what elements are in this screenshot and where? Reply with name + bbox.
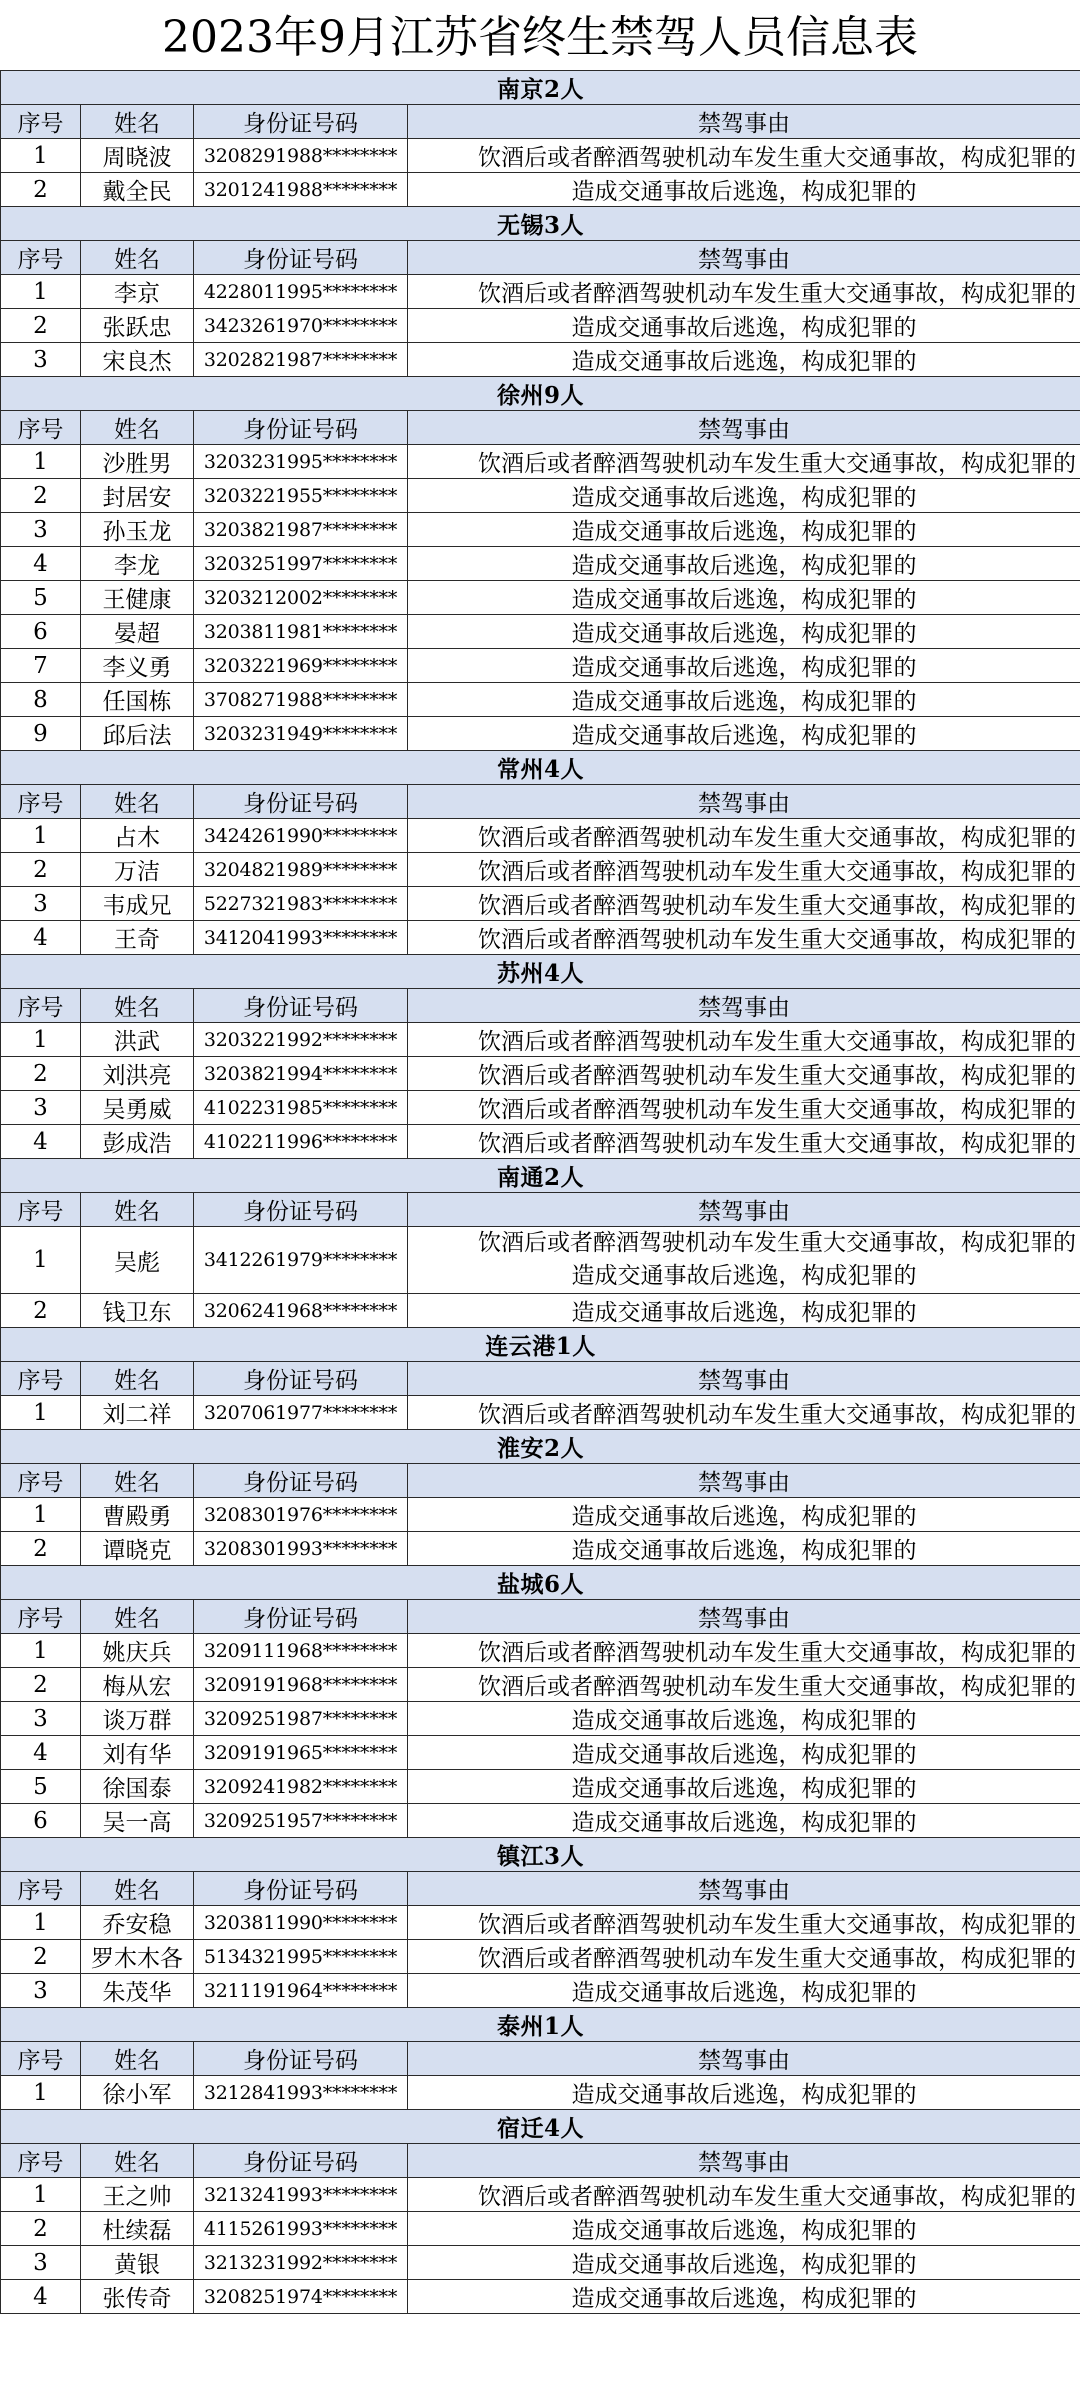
header-name: 姓名: [81, 105, 194, 139]
section-header: [1, 1430, 1080, 1464]
header-reason: 禁驾事由: [408, 1600, 1080, 1634]
header-no: 序号: [1, 1362, 81, 1396]
row-name: 钱卫东: [81, 1294, 194, 1328]
header-name: 姓名: [81, 2144, 194, 2178]
row-name: 徐国泰: [81, 1770, 194, 1804]
column-header-row: [1, 989, 1080, 1023]
header-name: 姓名: [81, 1193, 194, 1227]
table-row: [1, 921, 1080, 955]
header-id: 身份证号码: [194, 1362, 408, 1396]
table-row: [1, 1634, 1080, 1668]
row-no: 1: [1, 1634, 81, 1668]
row-reason: 饮酒后或者醉酒驾驶机动车发生重大交通事故，构成犯罪的: [408, 1940, 1080, 1974]
row-name: 姚庆兵: [81, 1634, 194, 1668]
row-id: 3412261979********: [194, 1227, 408, 1294]
row-id: 3203212002********: [194, 581, 408, 615]
row-no: 3: [1, 1702, 81, 1736]
table-row: [1, 1804, 1080, 1838]
banned-drivers-table: [0, 70, 1080, 2314]
header-reason: 禁驾事由: [408, 1193, 1080, 1227]
row-name: 孙玉龙: [81, 513, 194, 547]
row-id: 3209241982********: [194, 1770, 408, 1804]
column-header-row: [1, 1464, 1080, 1498]
row-name: 王之帅: [81, 2178, 194, 2212]
column-header-row: [1, 2144, 1080, 2178]
table-row: [1, 1023, 1080, 1057]
row-id: 3203231995********: [194, 445, 408, 479]
table-row: [1, 1396, 1080, 1430]
row-id: 4228011995********: [194, 275, 408, 309]
header-name: 姓名: [81, 1600, 194, 1634]
table-row: [1, 1532, 1080, 1566]
row-no: 1: [1, 1498, 81, 1532]
row-name: 朱茂华: [81, 1974, 194, 2008]
row-reason: 饮酒后或者醉酒驾驶机动车发生重大交通事故，构成犯罪的: [408, 2178, 1080, 2212]
row-id: 3204821989********: [194, 853, 408, 887]
table-row: [1, 309, 1080, 343]
header-name: 姓名: [81, 1872, 194, 1906]
row-no: 3: [1, 343, 81, 377]
row-no: 2: [1, 2212, 81, 2246]
header-reason: 禁驾事由: [408, 1872, 1080, 1906]
row-name: 杜续磊: [81, 2212, 194, 2246]
row-no: 4: [1, 1125, 81, 1159]
table-row: [1, 1770, 1080, 1804]
row-name: 晏超: [81, 615, 194, 649]
row-name: 黄银: [81, 2246, 194, 2280]
row-id: 3206241968********: [194, 1294, 408, 1328]
row-name: 刘洪亮: [81, 1057, 194, 1091]
row-id: 3207061977********: [194, 1396, 408, 1430]
header-reason: 禁驾事由: [408, 785, 1080, 819]
table-row: [1, 275, 1080, 309]
row-reason: 造成交通事故后逃逸，构成犯罪的: [408, 547, 1080, 581]
header-id: 身份证号码: [194, 411, 408, 445]
header-no: 序号: [1, 1464, 81, 1498]
header-no: 序号: [1, 989, 81, 1023]
row-no: 2: [1, 1057, 81, 1091]
row-id: 3203821994********: [194, 1057, 408, 1091]
row-id: 3213241993********: [194, 2178, 408, 2212]
section-title: 宿迁4人: [1, 2110, 1080, 2144]
section-title: 泰州1人: [1, 2008, 1080, 2042]
row-reason: 造成交通事故后逃逸，构成犯罪的: [408, 2076, 1080, 2110]
row-no: 1: [1, 1906, 81, 1940]
table-row: [1, 173, 1080, 207]
column-header-row: [1, 105, 1080, 139]
row-id: 3209251957********: [194, 1804, 408, 1838]
row-reason: 造成交通事故后逃逸，构成犯罪的: [408, 615, 1080, 649]
section-header: [1, 751, 1080, 785]
row-reason: 饮酒后或者醉酒驾驶机动车发生重大交通事故，构成犯罪的: [408, 1396, 1080, 1430]
section-title: 南通2人: [1, 1159, 1080, 1193]
row-id: 3424261990********: [194, 819, 408, 853]
row-name: 王健康: [81, 581, 194, 615]
row-reason: 造成交通事故后逃逸，构成犯罪的: [408, 1294, 1080, 1328]
table-row: [1, 547, 1080, 581]
row-reason: 饮酒后或者醉酒驾驶机动车发生重大交通事故，构成犯罪的: [408, 921, 1080, 955]
row-no: 3: [1, 1091, 81, 1125]
row-no: 2: [1, 1668, 81, 1702]
row-reason: 饮酒后或者醉酒驾驶机动车发生重大交通事故，构成犯罪的: [408, 887, 1080, 921]
table-row: [1, 581, 1080, 615]
section-header: [1, 1159, 1080, 1193]
column-header-row: [1, 785, 1080, 819]
table-row: [1, 1940, 1080, 1974]
row-id: 3209111968********: [194, 1634, 408, 1668]
row-reason: 饮酒后或者醉酒驾驶机动车发生重大交通事故，构成犯罪的: [408, 853, 1080, 887]
row-reason: 饮酒后或者醉酒驾驶机动车发生重大交通事故，构成犯罪的: [408, 1023, 1080, 1057]
section-header: [1, 2008, 1080, 2042]
table-row: [1, 819, 1080, 853]
section-header: [1, 207, 1080, 241]
row-no: 5: [1, 581, 81, 615]
column-header-row: [1, 241, 1080, 275]
reason-line-1: 饮酒后或者醉酒驾驶机动车发生重大交通事故，构成犯罪的: [478, 1230, 1077, 1256]
table-row: [1, 853, 1080, 887]
row-no: 1: [1, 139, 81, 173]
row-no: 1: [1, 2178, 81, 2212]
header-reason: 禁驾事由: [408, 411, 1080, 445]
row-id: 3412041993********: [194, 921, 408, 955]
table-row: [1, 1702, 1080, 1736]
row-name: 邱后法: [81, 717, 194, 751]
table-row: [1, 343, 1080, 377]
row-reason: 饮酒后或者醉酒驾驶机动车发生重大交通事故，构成犯罪的: [408, 1906, 1080, 1940]
column-header-row: [1, 1362, 1080, 1396]
row-id: 3203231949********: [194, 717, 408, 751]
row-id: 5134321995********: [194, 1940, 408, 1974]
table-row: [1, 887, 1080, 921]
section-header: [1, 955, 1080, 989]
row-reason: 饮酒后或者醉酒驾驶机动车发生重大交通事故，构成犯罪的: [408, 445, 1080, 479]
row-name: 刘有华: [81, 1736, 194, 1770]
row-name: 罗木木各: [81, 1940, 194, 1974]
row-name: 李义勇: [81, 649, 194, 683]
column-header-row: [1, 1872, 1080, 1906]
row-name: 张跃忠: [81, 309, 194, 343]
row-no: 6: [1, 1804, 81, 1838]
row-reason: 饮酒后或者醉酒驾驶机动车发生重大交通事故，构成犯罪的: [408, 275, 1080, 309]
header-no: 序号: [1, 241, 81, 275]
row-id: 3423261970********: [194, 309, 408, 343]
table-row: [1, 1668, 1080, 1702]
table-row: [1, 2280, 1080, 2314]
row-reason: 造成交通事故后逃逸，构成犯罪的: [408, 683, 1080, 717]
row-id: 3212841993********: [194, 2076, 408, 2110]
row-no: 1: [1, 1023, 81, 1057]
header-name: 姓名: [81, 785, 194, 819]
row-no: 2: [1, 173, 81, 207]
section-header: [1, 1328, 1080, 1362]
section-header: [1, 2110, 1080, 2144]
header-id: 身份证号码: [194, 2042, 408, 2076]
row-name: 吴一高: [81, 1804, 194, 1838]
row-no: 5: [1, 1770, 81, 1804]
row-no: 1: [1, 445, 81, 479]
row-name: 宋良杰: [81, 343, 194, 377]
table-row: [1, 1091, 1080, 1125]
table-row: [1, 445, 1080, 479]
row-reason: 造成交通事故后逃逸，构成犯罪的: [408, 581, 1080, 615]
row-id: 3203251997********: [194, 547, 408, 581]
section-title: 淮安2人: [1, 1430, 1080, 1464]
row-id: 4102231985********: [194, 1091, 408, 1125]
section-title: 无锡3人: [1, 207, 1080, 241]
row-name: 徐小军: [81, 2076, 194, 2110]
row-id: 3209191965********: [194, 1736, 408, 1770]
row-id: 4102211996********: [194, 1125, 408, 1159]
row-no: 8: [1, 683, 81, 717]
header-reason: 禁驾事由: [408, 1464, 1080, 1498]
row-name: 周晓波: [81, 139, 194, 173]
row-id: 3203221969********: [194, 649, 408, 683]
header-reason: 禁驾事由: [408, 1362, 1080, 1396]
header-reason: 禁驾事由: [408, 2144, 1080, 2178]
row-no: 3: [1, 513, 81, 547]
header-id: 身份证号码: [194, 1872, 408, 1906]
row-reason: 造成交通事故后逃逸，构成犯罪的: [408, 513, 1080, 547]
row-id: 3211191964********: [194, 1974, 408, 2008]
row-id: 3209191968********: [194, 1668, 408, 1702]
row-no: 7: [1, 649, 81, 683]
row-id: 3203221992********: [194, 1023, 408, 1057]
header-no: 序号: [1, 2144, 81, 2178]
header-name: 姓名: [81, 1464, 194, 1498]
table-row: [1, 2076, 1080, 2110]
table-row: [1, 1974, 1080, 2008]
row-id: 3202821987********: [194, 343, 408, 377]
row-id: 3208291988********: [194, 139, 408, 173]
row-no: 4: [1, 1736, 81, 1770]
row-name: 谭晓克: [81, 1532, 194, 1566]
table-row: [1, 1227, 1080, 1294]
table-row: [1, 2246, 1080, 2280]
row-name: 张传奇: [81, 2280, 194, 2314]
row-name: 梅从宏: [81, 1668, 194, 1702]
row-id: 3201241988********: [194, 173, 408, 207]
row-name: 洪武: [81, 1023, 194, 1057]
row-reason: 造成交通事故后逃逸，构成犯罪的: [408, 173, 1080, 207]
row-reason: 造成交通事故后逃逸，构成犯罪的: [408, 1498, 1080, 1532]
table-row: [1, 2212, 1080, 2246]
header-no: 序号: [1, 1600, 81, 1634]
table-row: [1, 1125, 1080, 1159]
column-header-row: [1, 2042, 1080, 2076]
row-no: 3: [1, 1974, 81, 2008]
header-reason: 禁驾事由: [408, 241, 1080, 275]
row-name: 韦成兄: [81, 887, 194, 921]
table-row: [1, 1498, 1080, 1532]
row-reason: 造成交通事故后逃逸，构成犯罪的: [408, 1532, 1080, 1566]
header-name: 姓名: [81, 989, 194, 1023]
header-id: 身份证号码: [194, 1464, 408, 1498]
header-no: 序号: [1, 1872, 81, 1906]
row-name: 封居安: [81, 479, 194, 513]
row-no: 2: [1, 1532, 81, 1566]
row-reason: 饮酒后或者醉酒驾驶机动车发生重大交通事故，构成犯罪的: [408, 1668, 1080, 1702]
header-id: 身份证号码: [194, 1193, 408, 1227]
header-no: 序号: [1, 105, 81, 139]
row-no: 4: [1, 2280, 81, 2314]
section-header: [1, 1566, 1080, 1600]
header-reason: 禁驾事由: [408, 105, 1080, 139]
row-no: 2: [1, 309, 81, 343]
row-reason: 饮酒后或者醉酒驾驶机动车发生重大交通事故，构成犯罪的: [408, 1125, 1080, 1159]
row-no: 3: [1, 887, 81, 921]
row-reason: 造成交通事故后逃逸，构成犯罪的: [408, 1702, 1080, 1736]
row-no: 1: [1, 1396, 81, 1430]
row-reason: 造成交通事故后逃逸，构成犯罪的: [408, 343, 1080, 377]
section-header: [1, 1838, 1080, 1872]
row-no: 4: [1, 921, 81, 955]
row-reason: 饮酒后或者醉酒驾驶机动车发生重大交通事故，构成犯罪的: [408, 1057, 1080, 1091]
row-id: 3208251974********: [194, 2280, 408, 2314]
header-id: 身份证号码: [194, 241, 408, 275]
page-title: 2023年9月江苏省终生禁驾人员信息表: [162, 12, 918, 63]
table-row: [1, 1906, 1080, 1940]
column-header-row: [1, 1193, 1080, 1227]
row-id: 3208301993********: [194, 1532, 408, 1566]
row-name: 刘二祥: [81, 1396, 194, 1430]
row-id: 4115261993********: [194, 2212, 408, 2246]
table-row: [1, 2178, 1080, 2212]
row-name: 万洁: [81, 853, 194, 887]
row-id: 3213231992********: [194, 2246, 408, 2280]
row-reason: [408, 1227, 1080, 1294]
row-name: 任国栋: [81, 683, 194, 717]
row-id: 3203221955********: [194, 479, 408, 513]
row-id: 5227321983********: [194, 887, 408, 921]
header-no: 序号: [1, 2042, 81, 2076]
header-id: 身份证号码: [194, 2144, 408, 2178]
header-reason: 禁驾事由: [408, 989, 1080, 1023]
row-no: 1: [1, 2076, 81, 2110]
row-id: 3209251987********: [194, 1702, 408, 1736]
row-reason: 造成交通事故后逃逸，构成犯罪的: [408, 649, 1080, 683]
reason-line-2: 造成交通事故后逃逸，构成犯罪的: [571, 1263, 917, 1289]
header-id: 身份证号码: [194, 989, 408, 1023]
section-header: [1, 71, 1080, 105]
header-name: 姓名: [81, 241, 194, 275]
row-reason: 造成交通事故后逃逸，构成犯罪的: [408, 479, 1080, 513]
table-row: [1, 139, 1080, 173]
row-name: 乔安稳: [81, 1906, 194, 1940]
table-row: [1, 1057, 1080, 1091]
row-name: 吴勇威: [81, 1091, 194, 1125]
section-title: 常州4人: [1, 751, 1080, 785]
row-no: 6: [1, 615, 81, 649]
row-reason: 造成交通事故后逃逸，构成犯罪的: [408, 309, 1080, 343]
table-row: [1, 513, 1080, 547]
row-no: 1: [1, 275, 81, 309]
header-id: 身份证号码: [194, 785, 408, 819]
header-name: 姓名: [81, 1362, 194, 1396]
row-reason: 造成交通事故后逃逸，构成犯罪的: [408, 1974, 1080, 2008]
table-row: [1, 1736, 1080, 1770]
section-title: 连云港1人: [1, 1328, 1080, 1362]
section-title: 南京2人: [1, 71, 1080, 105]
row-reason: 造成交通事故后逃逸，构成犯罪的: [408, 2212, 1080, 2246]
column-header-row: [1, 411, 1080, 445]
row-no: 2: [1, 853, 81, 887]
row-no: 2: [1, 1294, 81, 1328]
row-name: 沙胜男: [81, 445, 194, 479]
row-no: 9: [1, 717, 81, 751]
column-header-row: [1, 1600, 1080, 1634]
header-no: 序号: [1, 785, 81, 819]
header-name: 姓名: [81, 411, 194, 445]
section-title: 镇江3人: [1, 1838, 1080, 1872]
row-reason: 造成交通事故后逃逸，构成犯罪的: [408, 1736, 1080, 1770]
row-no: 2: [1, 479, 81, 513]
table-row: [1, 615, 1080, 649]
header-reason: 禁驾事由: [408, 2042, 1080, 2076]
header-id: 身份证号码: [194, 105, 408, 139]
row-no: 3: [1, 2246, 81, 2280]
table-row: [1, 1294, 1080, 1328]
section-title: 苏州4人: [1, 955, 1080, 989]
section-title: 盐城6人: [1, 1566, 1080, 1600]
row-reason: 饮酒后或者醉酒驾驶机动车发生重大交通事故，构成犯罪的: [408, 1634, 1080, 1668]
row-name: 王奇: [81, 921, 194, 955]
row-name: 李龙: [81, 547, 194, 581]
row-id: 3203821987********: [194, 513, 408, 547]
row-reason: 造成交通事故后逃逸，构成犯罪的: [408, 1770, 1080, 1804]
row-reason: 造成交通事故后逃逸，构成犯罪的: [408, 1804, 1080, 1838]
row-name: 谈万群: [81, 1702, 194, 1736]
row-name: 曹殿勇: [81, 1498, 194, 1532]
table-row: [1, 717, 1080, 751]
row-name: 李京: [81, 275, 194, 309]
header-no: 序号: [1, 411, 81, 445]
row-reason: 饮酒后或者醉酒驾驶机动车发生重大交通事故，构成犯罪的: [408, 819, 1080, 853]
section-title: 徐州9人: [1, 377, 1080, 411]
row-name: 吴彪: [81, 1227, 194, 1294]
row-no: 1: [1, 1227, 81, 1294]
row-id: 3203811990********: [194, 1906, 408, 1940]
row-reason: 饮酒后或者醉酒驾驶机动车发生重大交通事故，构成犯罪的: [408, 1091, 1080, 1125]
row-no: 4: [1, 547, 81, 581]
section-header: [1, 377, 1080, 411]
row-reason: 造成交通事故后逃逸，构成犯罪的: [408, 717, 1080, 751]
header-id: 身份证号码: [194, 1600, 408, 1634]
table-row: [1, 683, 1080, 717]
row-name: 彭成浩: [81, 1125, 194, 1159]
row-name: 戴全民: [81, 173, 194, 207]
row-id: 3203811981********: [194, 615, 408, 649]
row-reason: 造成交通事故后逃逸，构成犯罪的: [408, 2246, 1080, 2280]
row-reason: 造成交通事故后逃逸，构成犯罪的: [408, 2280, 1080, 2314]
row-id: 3708271988********: [194, 683, 408, 717]
table-body: [1, 71, 1080, 2314]
header-no: 序号: [1, 1193, 81, 1227]
header-name: 姓名: [81, 2042, 194, 2076]
row-name: 占木: [81, 819, 194, 853]
table-row: [1, 649, 1080, 683]
row-no: 1: [1, 819, 81, 853]
row-id: 3208301976********: [194, 1498, 408, 1532]
table-row: [1, 479, 1080, 513]
row-no: 2: [1, 1940, 81, 1974]
row-reason: 饮酒后或者醉酒驾驶机动车发生重大交通事故，构成犯罪的: [408, 139, 1080, 173]
